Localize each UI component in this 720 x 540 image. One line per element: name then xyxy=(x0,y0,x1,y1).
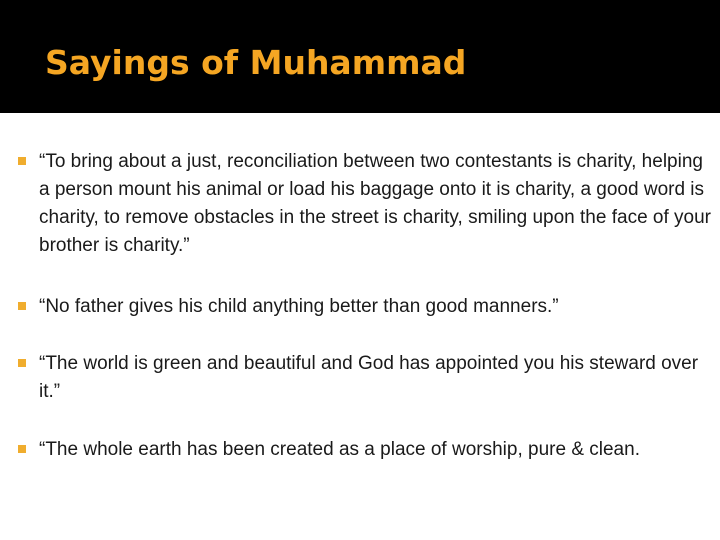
bullet-text: “No father gives his child anything better than good manners.” xyxy=(39,296,559,317)
square-bullet-icon xyxy=(18,157,26,165)
square-bullet-icon xyxy=(18,302,26,310)
square-bullet-icon xyxy=(18,359,26,367)
bullet-text: “To bring about a just, reconciliation between two contestants is charity, helping a person mount his animal or load his baggage onto it is charity, a good word is charity, to remove obstacles in the street is charity, smiling upon the face of your brother is charity.” xyxy=(39,151,711,256)
bullet-text: “The world is green and beautiful and God has appointed you his steward over it.” xyxy=(39,353,699,402)
bullet-text: “The whole earth has been created as a place of worship, pure & clean. xyxy=(39,439,640,460)
title-band xyxy=(0,0,720,113)
square-bullet-icon xyxy=(18,445,26,453)
slide-title: Sayings of Muhammad xyxy=(45,43,467,82)
